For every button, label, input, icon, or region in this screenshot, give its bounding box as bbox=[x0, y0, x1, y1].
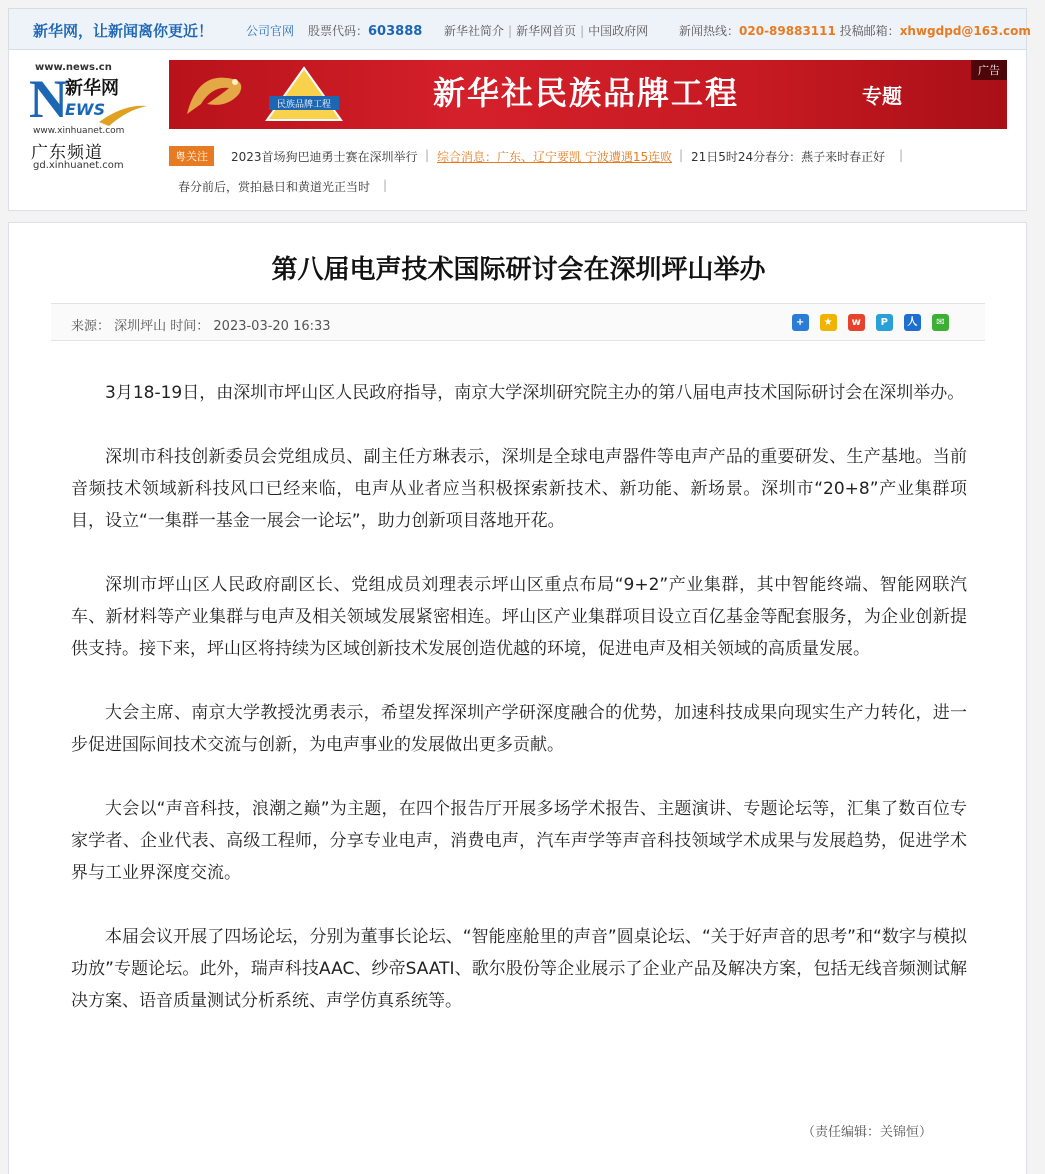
article bbox=[8, 222, 1027, 1174]
qzone-icon[interactable]: ★ bbox=[820, 314, 837, 331]
nav-link-xinhua-intro[interactable]: 新华社简介 bbox=[444, 24, 505, 38]
channel-url: gd.xinhuanet.com bbox=[33, 160, 124, 171]
plus-share-icon[interactable]: + bbox=[792, 314, 809, 331]
badge-text: 民族品牌工程 bbox=[276, 100, 332, 110]
ticker-item[interactable]: 春分前后，赏拍悬日和黄道光正当时 bbox=[178, 180, 371, 194]
article-paragraph: 大会主席、南京大学教授沈勇表示，希望发挥深圳产学研深度融合的优势，加速科技成果向现实生产力转化，进一步促进国际间技术交流与创新，为电声事业的发展做出更多贡献。 bbox=[71, 703, 967, 755]
article-title: 第八届电声技术国际研讨会在深圳坪山举办 bbox=[271, 255, 766, 285]
article-paragraph: 深圳市坪山区人民政府副区长、党组成员刘理表示坪山区重点布局“9+2”产业集群，其中智能终端、智能网联汽车、新材料等产业集群与电声及相关领域发展紧密相连。坪山区产业集群项目设立百亿基金等配套服务，为企业创新提供支持。接下来，坪山区将持续为区域创新技术发展创造优越的环境，促进电声及相关领域的高质量发展。 bbox=[71, 575, 967, 659]
logo-brand-name: 新华网 bbox=[65, 78, 119, 99]
ad-banner[interactable] bbox=[169, 60, 1007, 129]
banner-suffix: 专题 bbox=[862, 84, 902, 108]
article-meta-row bbox=[51, 303, 985, 341]
tencent-weibo-icon[interactable]: P bbox=[876, 314, 893, 331]
channel-name: 广东频道 bbox=[31, 143, 103, 163]
ticker-item-highlight[interactable]: 综合消息：广东、辽宁要凯 宁波遭遇15连败 bbox=[437, 150, 673, 164]
article-body bbox=[71, 377, 967, 1049]
ticker-tag: 粤关注 bbox=[169, 146, 214, 166]
renren-icon[interactable]: 人 bbox=[904, 314, 921, 331]
article-paragraph: 深圳市科技创新委员会党组成员、副主任方琳表示，深圳是全球电声器件等电声产品的重要研发、生产基地。当前音频技术领域新科技风口已经来临，电声从业者应当积极探索新技术、新功能、新场景。深圳市“20+8”产业集群项目，设立“一集群一基金一展会一论坛”，助力创新项目落地开花。 bbox=[71, 447, 967, 531]
nav-link-xinhua-home[interactable]: 新华网首页 bbox=[516, 24, 577, 38]
article-meta: 来源： 深圳坪山 时间： 2023-03-20 16:33 bbox=[71, 319, 331, 334]
top-nav: 新华社简介 | 新华网首页 | 中国政府网 bbox=[444, 24, 649, 38]
official-site-link[interactable]: 公司官网 bbox=[246, 24, 295, 38]
hotline-number: 020-89883111 bbox=[739, 24, 836, 38]
site-logo[interactable] bbox=[29, 60, 149, 170]
wechat-icon[interactable]: ✉ bbox=[932, 314, 949, 331]
article-paragraph: 大会以“声音科技，浪潮之巅”为主题，在四个报告厅开展多场学术报告、主题演讲、专题论坛等，汇集了数百位专家学者、企业代表、高级工程师，分享专业电声，消费电声，汽车声学等声音科技领域学术成果与发展趋势，促进学术界与工业界深度交流。 bbox=[71, 799, 967, 883]
logo-n-letter: N bbox=[29, 69, 68, 129]
hotline-label: 新闻热线： bbox=[679, 24, 740, 38]
email-label: 投稿邮箱： bbox=[839, 24, 900, 38]
nav-link-gov[interactable]: 中国政府网 bbox=[588, 24, 649, 38]
dragon-icon bbox=[177, 64, 267, 128]
article-paragraph: 本届会议开展了四场论坛，分别为董事长论坛、“智能座舱里的声音”圆桌论坛、“关于好声音的思考”和“数字与模拟功放”专题论坛。此外，瑞声科技AAC、纱帝SAATI、歌尔股份等企业展示了企业产品及解决方案，包括无线音频测试解决方案、语音质量测试分析系统、声学仿真系统等。 bbox=[71, 927, 967, 1011]
ad-tag: 广告 bbox=[971, 60, 1007, 80]
ticker-item[interactable]: 21日5时24分春分：燕子来时春正好 bbox=[691, 150, 886, 164]
site-slogan: 新华网，让新闻离你更近！ bbox=[33, 22, 214, 40]
logo-url-bottom: www.xinhuanet.com bbox=[33, 126, 125, 136]
weibo-icon[interactable]: w bbox=[848, 314, 865, 331]
logo-url-top: www.news.cn bbox=[35, 62, 112, 73]
header: www.news.cn N 新华网 EWS www.xinhuanet.com 广东频道 gd.xinhuanet.com 民族品牌工程 新华社民族品牌工程 专题 广告 粤关注 2023首场狗巴迪勇士赛在深圳举行 | 综合消息：广东、辽宁要凯 宁波遭遇15连败 | 21日5时24分春分：燕子来时春正好 | 春分前后，赏拍悬日和黄道光正当时 | bbox=[8, 50, 1027, 211]
responsible-editor: （责任编辑：关锦恒） bbox=[801, 1125, 932, 1140]
logo-news-text: EWS bbox=[65, 100, 106, 119]
ticker-item[interactable]: 2023首场狗巴迪勇士赛在深圳举行 bbox=[231, 150, 418, 164]
stock-info bbox=[308, 22, 422, 39]
top-bar bbox=[8, 8, 1031, 50]
stock-label: 股票代码： bbox=[308, 24, 369, 38]
article-paragraph: 3月18-19日，由深圳市坪山区人民政府指导，南京大学深圳研究院主办的第八届电声技术国际研讨会在深圳举办。 bbox=[105, 383, 965, 403]
banner-title: 新华社民族品牌工程 bbox=[433, 74, 740, 112]
email-address[interactable]: xhwgdpd@163.com bbox=[899, 24, 1031, 38]
brand-badge-icon bbox=[263, 66, 345, 124]
contact-info bbox=[679, 22, 1031, 39]
share-bar bbox=[786, 314, 949, 332]
stock-code: 603888 bbox=[368, 24, 423, 39]
